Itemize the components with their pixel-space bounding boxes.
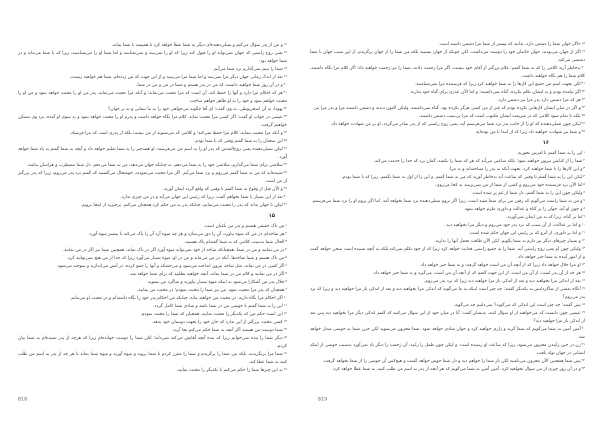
verse: $^{۱۰}$‏اگر احکام مرا نگاه دارید، در محبت من خواهید ماند، چنانکه من احکام پدر خود را نگاه داشته‌ام و در محبت او می‌مانم. bbox=[69, 294, 287, 301]
verse-number: ۱۰ bbox=[581, 221, 585, 226]
verse: $^{۲۰}$‏و در آن روز شما خواهید دانست که من در پدر هستم و شما در من و من در شما. bbox=[136, 81, 287, 88]
verse: $^{۲۳}$‏عیسی در جواب او گفت: اگر کسی مرا محبت نماید، کلام مرا نگاه خواهد داشت و پدرم او را محبت خواهد نمود و به سوی او آمده، نزد وی مسکن خواهیم گرفت. bbox=[18, 113, 287, 128]
verse-number: ۲ bbox=[583, 157, 585, 162]
verse-number: ۱۴ bbox=[283, 326, 287, 331]
verse-number: ۲۴ bbox=[581, 104, 585, 109]
right-page-number: 819 bbox=[318, 397, 328, 402]
verse: $^۷$‏اگر در من بمانید و کلام من در شما بماند، آنچه خواهید بطلبید که برای شما خواهد شد. bbox=[128, 270, 287, 277]
verse: $^{۲۴}$‏و آنکه مرا محبت ننماید، کلام مرا حفظ نمی‌کند؛ و کلامی که می‌شنوید از من نیست بلکه از پدری است که مرا فرستاد. bbox=[69, 129, 287, 136]
verse: $^{۲۲}$‏اگر نیامده بودم و به ایشان تکلم نکرده، گناه نمی‌داشتند؛ و اما الآن عذری برای گناه خود ندارند. bbox=[409, 88, 585, 95]
verse: $^{۱۳}$‏کسی محبت بزرگتر از این ندارد که جان خود را بجهت دوستان خود بدهد. bbox=[151, 318, 287, 325]
verse-number: ۵ bbox=[583, 181, 585, 186]
verse: $^۹$‏اما بر گناه، زیرا که به من ایمان نمی‌آورند. bbox=[506, 213, 585, 220]
verse-number: ۲۶ bbox=[283, 145, 287, 150]
verse-number: ۲۶ bbox=[581, 120, 585, 125]
verse: $^{۲۷}$‏سلامتی برای شما می‌گذارم، سلامتی خود را به شما می‌دهم. نه چنانکه جهان می‌دهد، من به شما می‌دهم. دل شما مضطرب و هراسان نباشد. bbox=[26, 161, 287, 168]
verse-number: ۸ bbox=[583, 205, 585, 210]
verse-number: ۱۱ bbox=[283, 302, 287, 307]
verse-number: ۳۰ bbox=[283, 193, 287, 198]
verse: $^{۱۵}$‏دیگر شما را بنده نمی‌خوانم زیرا که بنده آنچه آقایش می‌کند نمی‌داند؛ لکن شما را دوست خوانده‌ام زیرا که هرچه از پدر شنیده‌ام به شما بیان کردم. bbox=[18, 334, 287, 349]
verse-number: ۲۲ bbox=[581, 88, 585, 93]
verse-number: ۱ bbox=[285, 222, 287, 227]
verse: $^{۱۵}$‏هر چه از آن پدر است، از آن من است. از این جهت گفتم که از آنچه آن من است، می‌گیرد و به شما خبر خواهد داد. bbox=[372, 269, 585, 276]
verse-number: ۲۰ bbox=[581, 64, 585, 69]
verse-number: ۶ bbox=[285, 262, 287, 267]
verse-number: ۱۸ bbox=[581, 301, 585, 306]
verse: $^{۱۶}$‏بعد از اندکی مرا نخواهید دید و بعد از اندکی باز مرا خواهید دید زیرا که نزد پدر می‌روم. bbox=[423, 277, 585, 284]
verse-number: ۲۴ bbox=[283, 129, 287, 134]
verse-number: ۴ bbox=[285, 246, 287, 251]
verse: $^{۱۲}$‏این است حکم من که یکدیگر را محبت نمایید، همچنان که شما را محبت نمودم. bbox=[140, 310, 287, 317]
verse: $^۱$‏این را به شما گفتم تا لغزش نخورید. bbox=[516, 149, 585, 156]
verse: $^{۲۶}$‏لیکن چون تسلی‌دهنده که او را از جانب پدر نزد شما می‌فرستم آید، یعنی روح راستی که از پدر صادر می‌گردد، او بر من شهادت خواهد داد. bbox=[330, 120, 585, 127]
verse-number: ۱۹ bbox=[581, 309, 585, 314]
verse: $^{۱۱}$‏این را به شما گفتم تا خوشی من در شما باشد و شادی شما کامل گردد. bbox=[153, 302, 287, 309]
verse: $^۶$‏اگر کسی در من نماند، مثل شاخه بیرون انداخته می‌شود و می‌خشکد و آنها را جمع کرده، در آتش می‌اندازند و سوخته می‌شود. bbox=[56, 262, 287, 269]
verse-number: ۲۰ bbox=[581, 325, 585, 330]
verse: $^{۱۷}$‏آنگاه بعضی از شاگردانش به یکدیگر گفتند: چه چیز است اینکه به ما می‌گوید که اندکی مرا نخواهید دید و بعد از اندکی باز مرا خواهید دید و زیرا که نزد پدر می‌روم؟ bbox=[310, 285, 585, 300]
verse-number: ۷ bbox=[583, 197, 585, 202]
verse-number: ۱۶ bbox=[581, 277, 585, 282]
verse-number: ۱۷ bbox=[283, 49, 287, 54]
verse: $^۴$‏لیکن این را به شما گفتم تا وقتی که ساعت آید به‌خاطر آورید که من به شما گفتم. و این را از اول به شما نگفتم، زیرا که با شما بودم. bbox=[341, 173, 585, 180]
verse: $^{۳۱}$‏لیکن تا جهان بداند که پدر را محبت می‌نمایم، چنانکه پدر به من حکم کرد همچنان می‌کنم. برخیزید از اینجا برویم. bbox=[80, 201, 287, 208]
verse-number: ۱۸ bbox=[581, 40, 585, 45]
right-page-text bbox=[310, 40, 585, 373]
verse-number: ۱۸ bbox=[283, 65, 287, 70]
verse: $^{۲۶}$‏لیکن تسلی‌دهنده یعنی روح‌القدس که پدر او را به اسم من می‌فرستد، او همه‌چیز را به شما تعلیم خواهد داد و آنچه به شما گفتم به یاد شما خواهد آورد. bbox=[18, 145, 287, 160]
verse-number: ۱۰ bbox=[283, 294, 287, 299]
verse: $^{۲۰}$‏به‌خاطر آرید کلامی را که به شما گفتم: غلام بزرگتر از آقای خود نیست. اگر مرا زحمت دادند، شما را نیز زحمت خواهند داد؛ اگر کلام مرا نگاه داشتند، کلام شما را هم نگاه خواهند داشت. bbox=[310, 64, 585, 79]
verse: $^{۲۴}$‏و اگر در میان ایشان کارهایی نکرده بودم که غیر از من کسی هرگز نکرده بود، گناه نمی‌داشتند. ولیکن اکنون دیدند و دشمن داشتند مرا و پدر مرا نیز. bbox=[312, 104, 585, 111]
verse-number: ۵ bbox=[285, 254, 287, 259]
verse: $^۹$‏همچنان که پدر مرا محبت نمود، من نیز شما را محبت نمودم؛ در محبت من بمانید. bbox=[137, 286, 287, 293]
verse-number: ۱۶ bbox=[283, 350, 287, 355]
verse: $^{۱۷}$‏به این چیزها شما را حکم می‌کنم تا یکدیگر را محبت نمایید. bbox=[176, 366, 287, 373]
verse: $^۵$‏اما الآن نزد فرستنده خود می‌روم و کسی از شما از من نمی‌پرسد به کجا می‌روی. bbox=[434, 181, 585, 188]
verse-number: ۱۱ bbox=[581, 229, 585, 234]
verse: $^{۱۱}$‏و اما بر داوری، از آنرو که بر رئیس این جهان حکم شده است. bbox=[468, 229, 585, 236]
verse-number: ۳ bbox=[583, 165, 585, 170]
verse: $^{۱۹}$‏عیسی چون دانست که می‌خواهند از او سؤال کنند، بدیشان گفت: آیا در میان خود از این سؤال می‌کنید که گفتم اندکی دیگر مرا نخواهید دید پس بعد از اندکی باز مرا خواهید دید؟ bbox=[310, 309, 585, 324]
verse-number: ۱۷ bbox=[283, 366, 287, 371]
verse: $^۱$‏من تاک حقیقی هستم و پدر من باغبان است. bbox=[203, 222, 287, 229]
left-page-text bbox=[18, 41, 287, 374]
chapter-number: ۱۵ bbox=[268, 212, 275, 219]
verse: $^۳$‏الحال شما به‌سبب کلامی که به شما گفته‌ام پاک هستید. bbox=[184, 238, 287, 245]
verse: $^{۱۶}$‏و من از پدر سؤال می‌کنم و تسلی‌دهنده‌ای دیگر به شما عطا خواهد کرد تا همیشه با شما بماند، bbox=[111, 41, 287, 48]
verse-number: ۲۸ bbox=[283, 169, 287, 174]
verse-number: ۳۱ bbox=[283, 201, 287, 206]
verse-number: ۲۷ bbox=[283, 161, 287, 166]
verse-number: ۱۹ bbox=[283, 73, 287, 78]
verse: $^{۱۶}$‏شما مرا برنگزیدید، بلکه من شما را برگزیدم و شما را مقرر کردم تا شما بروید و میوه آورید و میوه شما بماند تا هر چه از پدر به اسم من طلب کنید به شما عطا کند. bbox=[18, 350, 287, 365]
verse-number: ۲۳ bbox=[283, 113, 287, 118]
verse-number: ۲۳ bbox=[581, 96, 585, 101]
verse-number: ۷ bbox=[285, 270, 287, 275]
verse: $^{۲۰}$‏آمین آمین به شما می‌گویم که شما گریه و زاری خواهید کرد و جهان شادی خواهد نمود. شما محزون می‌شوید لکن حزن شما به خوشی مبدل خواهد شد. bbox=[310, 325, 585, 340]
verse: $^۴$‏در من بمانید و من در شما. همچنانکه شاخه از خود نمی‌تواند میوه آورد اگر در تاک نماند، همچنین شما نیز اگر در من نمانید. bbox=[62, 246, 287, 253]
verse: $^۳$‏و این کارها را با شما خواهند کرد، بجهت آنکه نه پدر را شناخته‌اند و نه مرا. bbox=[448, 165, 585, 172]
verse-number: ۲۱ bbox=[581, 80, 585, 85]
verse: $^۵$‏من تاک هستم و شما شاخه‌ها. آنکه در من می‌ماند و من در او، میوه بسیار می‌آورد زیرا که جدا از من هیچ نمی‌توانید کرد. bbox=[66, 254, 287, 261]
verse: $^{۱۴}$‏او مرا جلال خواهد داد زیرا که از آنچه آن من است خواهد گرفت و به شما خبر خواهد داد. bbox=[419, 261, 585, 268]
verse: $^{۱۴}$‏شما دوست من هستید اگر آنچه به شما حکم می‌کنم بجا آرید. bbox=[172, 326, 287, 333]
verse: $^{۱۸}$‏شما را یتیم نمی‌گذارم نزد شما می‌آیم. bbox=[212, 65, 287, 72]
verse-number: ۲۵ bbox=[581, 112, 585, 117]
verse-number: ۶ bbox=[583, 189, 585, 194]
verse-number: ۲۷ bbox=[581, 128, 585, 133]
verse-number: ۳ bbox=[285, 238, 287, 243]
verse-number: ۱۶ bbox=[283, 41, 287, 46]
verse: $^{۲۱}$‏لکن بجهت اسم من جمیع این کارها را به شما خواهند کرد زیرا که فرستنده مرا نمی‌شناسند. bbox=[414, 80, 585, 87]
verse-number: ۲۹ bbox=[283, 185, 287, 190]
verse-number: ۲ bbox=[285, 230, 287, 235]
verse-number: ۱۲ bbox=[283, 310, 287, 315]
verse: $^۲$‏هر شاخه‌ای در من که میوه نیاورد، آن را دور می‌سازد و هر چه میوه آرد آن را پاک می‌کند تا بیشتر میوه آورد. bbox=[88, 230, 287, 237]
verse: $^{۱۹}$‏اگر از جهان می‌بودید، جهان خاصان خود را دوست می‌داشت. لکن چونکه از جهان نیستید بلکه من شما را از جهان برگزیدم، از این سبب جهان با شما دشمنی می‌کند. bbox=[310, 48, 585, 63]
verse-number: ۱۴ bbox=[581, 261, 585, 266]
verse-number: ۲۲ bbox=[581, 357, 585, 362]
verse-number: ۱۲ bbox=[581, 237, 585, 242]
verse-number: ۲۱ bbox=[283, 89, 287, 94]
verse: $^{۲۳}$‏هر که مرا دشمن دارد پدر مرا نیز دشمن دارد. bbox=[497, 96, 585, 103]
verse: $^۷$‏و من به شما راست می‌گویم که رفتن من برای شما مفید است، زیرا اگر نروم تسلی‌دهنده نزد شما نخواهد آمد. اما اگر بروم او را نزد شما می‌فرستم. bbox=[311, 197, 585, 204]
verse-number: ۴ bbox=[583, 173, 585, 178]
verse: $^{۲۵}$‏بلکه تا تمام شود کلامی که در شریعت ایشان مکتوب است که مرا بی‌سبب دشمن داشتند. bbox=[418, 112, 585, 119]
verse: $^{۱۳}$‏ولیکن چون او یعنی روح راستی آید، شما را به جمیع راستی هدایت خواهد کرد زیرا که از خود تکلم نمی‌کند بلکه به آنچه شنیده است سخن خواهد گفت و از امور آینده به شما خبر خواهد داد. bbox=[310, 245, 585, 260]
verse: $^{۲۱}$‏هر که احکام مرا دارد و آنها را حفظ کند، آن است که مرا محبت می‌نماید؛ و آنکه مرا محبت می‌نماید، پدر من او را محبت خواهد نمود و من او را محبت خواهم نمود و خود را به او ظاهر خواهم ساخت. bbox=[18, 89, 287, 104]
verse: $^{۳۰}$‏بعد از این بسیار با شما نخواهم گفت، زیرا که رئیس این جهان می‌آید و در من چیزی ندارد. bbox=[120, 193, 287, 200]
verse: $^{۲۹}$‏و الآن قبل از وقوع به شما گفتم تا وقتی که واقع گردد ایمان آورید. bbox=[162, 185, 287, 192]
verse: $^{۱۹}$‏بعد از اندک زمانی جهان دیگر مرا نمی‌بیند و اما شما مرا می‌بینید و از این جهت که من زنده‌ام، شما هم خواهید زیست. bbox=[69, 73, 287, 80]
verse-number: ۱۳ bbox=[581, 245, 585, 250]
verse-number: ۱۷ bbox=[581, 285, 585, 290]
verse: $^{۲۱}$‏زن در حین زاییدن محزون می‌شود، زیرا که ساعت او رسیده است. و لیکن چون طفل را زایید، آن زحمت را دیگر یاد نمی‌آورد به‌سبب خوشی از اینکه انسانی در جهان تولد یافت. bbox=[310, 341, 585, 356]
verse: $^{۲۵}$‏این سخنان را به شما گفتم وقتی که با شما بودم. bbox=[194, 137, 287, 144]
verse: $^{۲۸}$‏شنیده‌اید که من به شما گفتم می‌روم و نزد شما می‌آیم. اگر مرا محبت می‌نمودید، خوشحال می‌گشتید که گفتم نزد پدر می‌روم، زیرا که پدر بزرگتر از من است. bbox=[18, 169, 287, 184]
verse: $^۶$‏ولیکن چون این را به شما گفتم، دل شما از غم پر شده است. bbox=[471, 189, 585, 196]
verse: $^{۲۲}$‏پس شما همچنین الآن محزون می‌باشید لکن باز شما را خواهم دید و دل شما خوش خواهد گشت و هیچ‌کس آن خوشی را از شما نخواهد گرفت. bbox=[322, 357, 585, 364]
verse-number: ۲۵ bbox=[283, 137, 287, 142]
verse: $^{۱۷}$‏یعنی روح راستی که جهان نمی‌تواند او را قبول کند زیرا که او را نمی‌بیند و نمی‌شناسد و اما شما او را می‌شناسید، زیرا که با شما می‌ماند و در شما خواهد بود. bbox=[18, 49, 287, 64]
verse-number: ۱۳ bbox=[283, 318, 287, 323]
verse: $^{۱۰}$‏و اما بر عدالت، از آن سبب که نزد پدر خود می‌روم و دیگر مرا نخواهید دید. bbox=[445, 221, 585, 228]
verse-number: ۹ bbox=[583, 213, 585, 218]
verse: $^{۱۲}$‏و بسیار چیزهای دیگر نیز دارم به شما بگویم، لکن الآن طاقت تحمل آنها را ندارید. bbox=[434, 237, 585, 244]
verse-number: ۲۲ bbox=[283, 105, 287, 110]
verse: $^۸$‏جلال پدر من آشکارا می‌شود به اینکه میوه بسیار بیاورید و شاگرد من بشوید. bbox=[146, 278, 287, 285]
verse-number: ۲۳ bbox=[581, 365, 585, 370]
verse-number: ۹ bbox=[285, 286, 287, 291]
verse: $^{۱۸}$‏پس گفتند: چه چیز است این اندکی که می‌گوید؟ نمی‌دانیم چه می‌گوید. bbox=[453, 301, 585, 308]
verse-number: ۱۵ bbox=[283, 334, 287, 339]
left-page-number: 818 bbox=[18, 397, 28, 402]
verse: $^{۲۷}$‏و شما نیز شهادت خواهید داد زیرا که از ابتدا با من بوده‌اید. bbox=[474, 128, 585, 135]
verse-number: ۸ bbox=[285, 278, 287, 283]
verse: $^{۲۳}$‏و در آن روز چیزی از من سؤال نخواهید کرد. آمین آمین به شما می‌گویم که هر آنچه از پدر به اسم من طلب کنید، به شما عطا خواهد کرد. bbox=[332, 365, 585, 372]
verse-number: ۱۹ bbox=[581, 48, 585, 53]
verse-number: ۲۰ bbox=[283, 81, 287, 86]
verse: $^۸$‏و چون او آید، جهان را بر گناه و عدالت و داوری ملزم خواهد نمود. bbox=[463, 205, 585, 212]
verse: $^۲$‏شما را از کنایس بیرون خواهند نمود؛ بلکه ساعتی می‌آید که هر که شما را بکشد، گمان برد که خدا را خدمت می‌کند. bbox=[373, 157, 585, 164]
verse-number: ۱۵ bbox=[581, 269, 585, 274]
verse: $^{۱۸}$‏«اگر جهان شما را دشمن دارد، بدانید که پیشتر از شما مرا دشمن داشته است. bbox=[438, 40, 585, 47]
chapter-number: ۱۶ bbox=[542, 139, 549, 146]
verse-number: ۲۱ bbox=[581, 341, 585, 346]
verse: $^{۲۲}$‏یهودا، نه آن اسخریوطی، به وی گفت: ای آقا چگونه می‌خواهی خود را به ما بنمایی و نه بر جهان؟ bbox=[108, 105, 287, 112]
verse-number: ۱ bbox=[583, 149, 585, 154]
